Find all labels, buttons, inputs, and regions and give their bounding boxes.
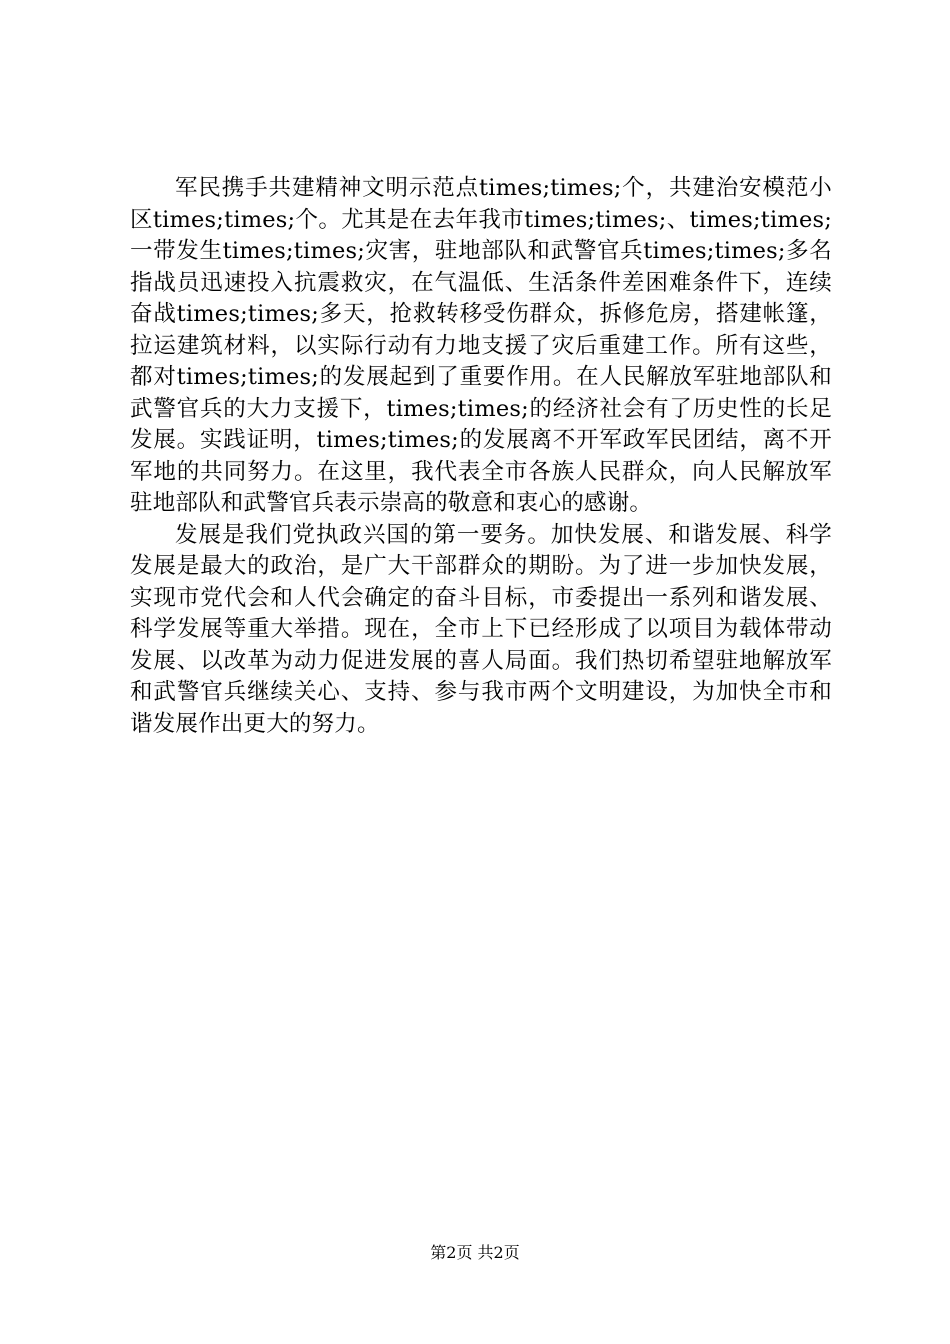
body-paragraph-1: 军民携手共建精神文明示范点times;times;个，共建治安模范小区times;times;个。尤其是在去年我市times;times;、times;times;一带发生times;times;灾害，驻地部队和武警官兵times;times;多名指战员迅速投入抗震救灾，在气温低、生活条件差困难条件下，连续奋战times;times;多天，抢救转移受伤群众，拆修危房，搭建帐篷，拉运建筑材料，以实际行动有力地支援了灾后重建工作。所有这些，都对times;times;的发展起到了重要作用。在人民解放军驻地部队和武警官兵的大力支援下，times;times;的经济社会有了历史性的长足发展。实践证明，times;times;的发展离不开军政军民团结，离不开军地的共同努力。在这里，我代表全市各族人民群众，向人民解放军驻地部队和武警官兵表示崇高的敬意和衷心的感谢。 [130,175,832,516]
page-number-footer: 第2页 共2页 [430,1243,520,1262]
document-body [130,173,832,740]
body-paragraph-2: 发展是我们党执政兴国的第一要务。加快发展、和谐发展、科学发展是最大的政治，是广大干部群众的期盼。为了进一步加快发展，实现市党代会和人代会确定的奋斗目标，市委提出一系列和谐发展、科学发展等重大举措。现在，全市上下已经形成了以项目为载体带动发展、以改革为动力促进发展的喜人局面。我们热切希望驻地解放军和武警官兵继续关心、支持、参与我市两个文明建设，为加快全市和谐发展作出更大的努力。 [130,521,832,737]
